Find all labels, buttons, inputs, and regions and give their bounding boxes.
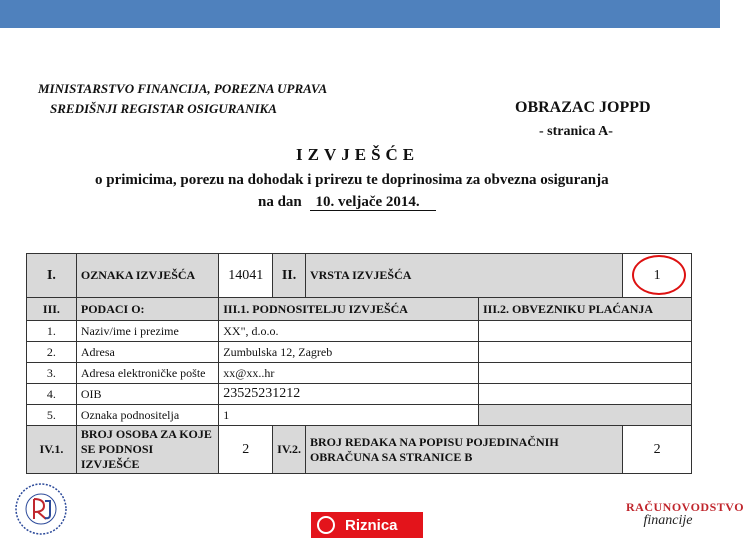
issuer-line-1: MINISTARSTVO FINANCIJA, POREZNA UPRAVA bbox=[38, 81, 328, 96]
form-row-submitter-mark bbox=[27, 405, 692, 426]
issuer-line-2: SREDIŠNJI REGISTAR OSIGURANIKA bbox=[50, 101, 277, 116]
riznica-emblem-icon bbox=[317, 516, 335, 534]
row-label: Adresa elektroničke pošte bbox=[76, 363, 218, 384]
report-date-line bbox=[258, 194, 436, 211]
form-row-name bbox=[27, 321, 692, 342]
riznica-logo-text: Riznica bbox=[345, 516, 398, 534]
submitter-column-head: III.1. PODNOSITELJU IZVJEŠĆA bbox=[219, 298, 479, 321]
submitter-value: Zumbulska 12, Zagreb bbox=[219, 342, 479, 363]
section-iii-number: III. bbox=[27, 298, 77, 321]
form-row-email bbox=[27, 363, 692, 384]
persons-count-value: 2 bbox=[219, 426, 273, 474]
payer-column-head: III.2. OBVEZNIKU PLAĆANJA bbox=[479, 298, 692, 321]
row-number: 4. bbox=[27, 384, 77, 405]
data-about-label: PODACI O: bbox=[76, 298, 218, 321]
top-blue-band bbox=[0, 0, 720, 28]
report-type-label: VRSTA IZVJEŠĆA bbox=[305, 254, 622, 298]
document-title: IZVJEŠĆE bbox=[296, 145, 420, 164]
report-mark-label: OZNAKA IZVJEŠĆA bbox=[76, 254, 218, 298]
date-prefix: na dan bbox=[258, 194, 302, 210]
form-row-address bbox=[27, 342, 692, 363]
joppd-form-table bbox=[26, 253, 692, 474]
report-date: 10. veljače 2014. bbox=[310, 194, 436, 211]
racunovodstvo-logo-text: RAČUNOVODSTVO bbox=[626, 500, 744, 514]
section-iv1-number: IV.1. bbox=[27, 426, 77, 474]
section-ii-number: II. bbox=[273, 254, 306, 298]
row-label: Naziv/ime i prezime bbox=[76, 321, 218, 342]
form-row-oib bbox=[27, 384, 692, 405]
payer-value-disabled bbox=[479, 405, 692, 426]
submitter-value: xx@xx..hr bbox=[219, 363, 479, 384]
highlight-circle bbox=[632, 255, 686, 295]
row-number: 2. bbox=[27, 342, 77, 363]
form-page-label: - stranica A- bbox=[539, 124, 613, 139]
association-seal-logo bbox=[14, 482, 68, 536]
issuer-header bbox=[38, 79, 327, 119]
form-row-counts bbox=[27, 426, 692, 474]
rows-count-label: BROJ REDAKA NA POPISU POJEDINAČNIH OBRAČUNA SA STRANICE B bbox=[305, 426, 622, 474]
section-iv2-number: IV.2. bbox=[273, 426, 306, 474]
row-number: 5. bbox=[27, 405, 77, 426]
payer-value-empty bbox=[479, 384, 692, 405]
form-row-data-heads bbox=[27, 298, 692, 321]
row-label: Oznaka podnositelja bbox=[76, 405, 218, 426]
payer-value-empty bbox=[479, 321, 692, 342]
document-subtitle: o primicima, porezu na dohodak i prirezu te doprinosima za obvezna osiguranja bbox=[95, 172, 609, 188]
payer-value-empty bbox=[479, 363, 692, 384]
submitter-value: 1 bbox=[219, 405, 479, 426]
form-id-header bbox=[515, 96, 651, 144]
financije-logo-text: financije bbox=[643, 513, 693, 528]
submitter-value: 23525231212 bbox=[219, 384, 479, 405]
report-mark-value: 14041 bbox=[219, 254, 273, 298]
row-label: Adresa bbox=[76, 342, 218, 363]
payer-value-empty bbox=[479, 342, 692, 363]
section-i-number: I. bbox=[27, 254, 77, 298]
row-number: 1. bbox=[27, 321, 77, 342]
form-row-report-type bbox=[27, 254, 692, 298]
report-type-value: 1 bbox=[623, 254, 692, 298]
rows-count-value: 2 bbox=[623, 426, 692, 474]
submitter-value: XX", d.o.o. bbox=[219, 321, 479, 342]
row-label: OIB bbox=[76, 384, 218, 405]
form-name: OBRAZAC JOPPD bbox=[515, 99, 651, 116]
row-number: 3. bbox=[27, 363, 77, 384]
riznica-logo bbox=[311, 512, 423, 538]
persons-count-label: BROJ OSOBA ZA KOJE SE PODNOSI IZVJEŠĆE bbox=[76, 426, 218, 474]
racunovodstvo-financije-logo bbox=[626, 500, 744, 529]
